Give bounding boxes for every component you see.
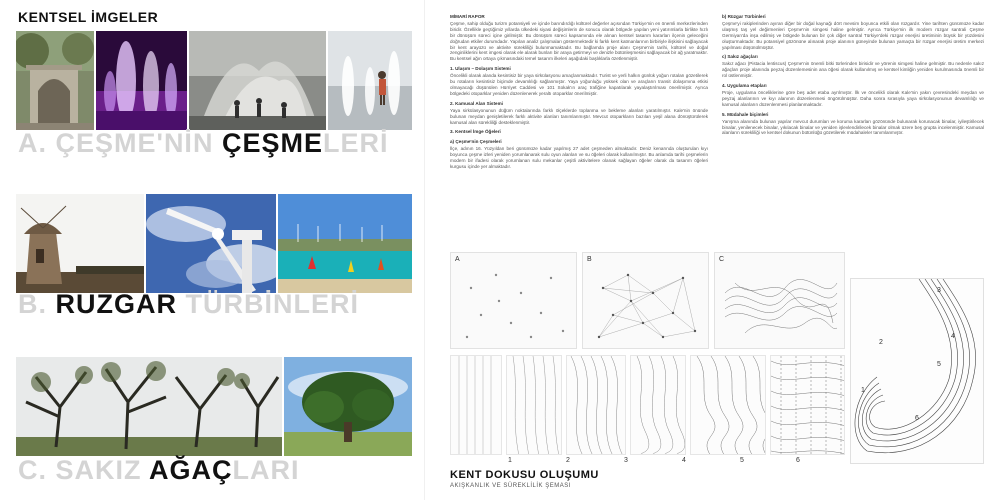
- report-intro: Çeşme, sahip olduğu turizm potansiyeli ve içinde barındırdığı kültürel değerler açısından Türkiye'nin en önemli merkezlerinden biridir. Özellikle geçtiğimiz yıllarda ülkedeki siyasi değişimlerin de sonucu olarak bölgede yapılan yeni yatırımlarla birlikte hızlı bir dönüşüm süreci içine girilmiştir. Bu dönüşüm süreci kapsamında ele alınan kentsel tasarım kararları ilçenin geleceğini doğrudan etkiler durumdadır. Yapılan analiz çalışmaları göstermektedir ki farklı kent katmanlarının birbiriyle ilişkisini sağlayacak bir kent arayüzü ve aktivite sürekliliği bulunmamaktadır. Bu bağlamda proje alanı Çeşme'nin tarihi, kültürel ve doğal zenginliklerini kent imgesi olarak ele alarak bunları bir araya getirmeyi ve denizle bütünleşmesini sağlayacak bir ağ yaratmaktır. Bu kentsel ağın ortaya çıkmasındaki temel tasarım ilkeleri aşağıdaki başlıklarla özetlenmiştir.: [450, 20, 708, 62]
- report-paragraph: Öncelikli olarak alanda kesintisiz bir yaya sirkülasyonu amaçlanmaktadır. Turist ve yerli halkın günlük yoğun rotaları gözetilerek bu rotaların kesintisiz biçimde devamlılığı sağlanmıştır. Yaya yoğunluğu yüksek olan ve araçların transit dolaşımına etkisi olmayacağı düşünülen Hürriyet Caddesi ve 101 Sokak'ın araç trafiğine kapatılarak yayalaştırılması önerilmiştir. Ayrıca bölgedeki otoparklar yeniden düzenlenerek yeraltı otoparklar önerilmiştir.: [450, 73, 708, 96]
- photo-strip-ruzgar: [16, 194, 412, 293]
- report-section-title: 5. Müdahale biçimleri: [722, 111, 769, 117]
- report-column-left: [450, 14, 708, 244]
- photo-fountain-jets-children: [189, 31, 326, 130]
- photo-windsurf-beach-turbines: [278, 194, 412, 293]
- report-column-right: [722, 14, 984, 244]
- strip-diagram-4: [630, 355, 686, 455]
- strip-number: 6: [796, 457, 800, 464]
- strip-diagram-2: [506, 355, 562, 455]
- photo-wind-turbine-blade: [146, 194, 276, 293]
- diagram-a-points: A: [450, 252, 577, 349]
- photo-lit-fountain-night: [96, 31, 188, 130]
- flow-number: 1: [861, 387, 865, 394]
- report-paragraph: Yaya sirkülasyonunun düğüm noktalarında farklı ölçeklerde toplanma ve bekleme alanları yaratılmıştır. Kale'nin önünde bulunan meydan genişletilerek farklı aktivite alanları tanımlanmıştır. Mevcut otoparkların bazıları yeşil alana dönüştürülerek kamusal alan sürekliliği desteklenmiştir.: [450, 107, 708, 125]
- report-section-title: 4. Uygulama etapları: [722, 83, 767, 89]
- strip-number: 2: [566, 457, 570, 464]
- flow-number: 4: [951, 333, 955, 340]
- flow-number: 3: [937, 287, 941, 294]
- page-fold: [424, 0, 425, 500]
- strip-number: 5: [740, 457, 744, 464]
- flow-number: 5: [937, 361, 941, 368]
- photo-strip-sakiz: [16, 357, 412, 456]
- strip-diagrams: [450, 355, 845, 455]
- strip-number: 4: [682, 457, 686, 464]
- diagram-b-network: B: [582, 252, 709, 349]
- report-paragraph: Çeşme'yi rakiplerinden ayıran diğer bir doğal kaynağı dört mevsim boyunca etkili olan rüzgardır. Yine tarihten günümüze kadar ulaşmış taş yel değirmenleri Çeşme'nin simgesi haline gelmiştir. Ayrıca Türkiye'nin ilk modern rüzgar santrali Çeşme Germiyan'da inşa edilmiş ve bölgede bulunan bir çok diğer santral Türkiye'deki rüzgar enerjisi üretiminin büyük bir yüzdesini oluşturmaktadır. Bu potansiyel gözönüne alınarak proje alanının güneyinde bulunan yamaçta bir rüzgar enerjisi üretim merkezi yapılması düşünülmüştür.: [722, 20, 984, 50]
- report-subsection-title: c) Sakız ağaçları: [722, 54, 758, 60]
- diagram-c-flow: C: [714, 252, 845, 349]
- page-title: KENTSEL İMGELER: [18, 9, 159, 25]
- section-heading-ruzgar: B. RUZGAR TÜRBİNLERİ: [18, 289, 360, 319]
- bottom-subtitle: AKIŞKANLIK VE SÜREKLİLİK ŞEMASI: [450, 483, 571, 489]
- photo-mastic-trees-bare: [16, 357, 282, 456]
- report-subsection-title: a) Çeşme'nin Çeşmeleri: [450, 139, 502, 145]
- section-heading-sakiz: C. SAKIZ AĞAÇLARI: [18, 455, 300, 485]
- strip-diagram-5: [690, 355, 766, 455]
- photo-strip-cesmeler: [16, 31, 412, 130]
- photo-child-fountain-jets: [328, 31, 412, 130]
- report-paragraph: Yarışma alanında bulunan yapılar mevcut durumları ve koruma kararları gözönünde bulunarak korunacak binalar, iyileştirilecek binalar, yenilenecek binalar, yıkılacak binalar ve yeniden işlevlendirilecek binalar olmak üzere beş grupta incelenmiştir. Kamusal alanların sürekliliği ve kentsel dokunun bütünlüğü gözetilerek müdahaleler tanımlanmıştır.: [722, 118, 984, 136]
- report-paragraph: Sakız ağacı (Pistacia lentiscus) Çeşme'nin önemli bitki türlerinden birisidir ve yörenin simgesi haline gelmiştir. Bu nedenle sakız ağaçları proje alanında peyzaj düzenlemesinin ana öğesi olarak kullanılmış ve kentsel kimliğin yeniden kurulmasında önemli bir rol üstlenmiştir.: [722, 61, 984, 79]
- strip-number: 1: [508, 457, 512, 464]
- report-title: MİMARİ RAPOR: [450, 14, 485, 19]
- strip-diagram-6: [770, 355, 845, 455]
- report-section-title: 3. Kentsel İmge Öğeleri: [450, 129, 501, 135]
- report-paragraph: Proje, uygulama önceliklerine göre beş adet etaba ayrılmıştır. İlk ve öncelikli olarak Kale'nin yakın çevresindeki meydan ve peyzaj alanlarının ve kıyı alanının düzenlenmesi öngörülmüştür. Daha sonra sırasıyla yaya sirkülasyonunun devamlılığı ve kamusal alanların düzenlenmesi planlanmaktadır.: [722, 89, 984, 107]
- photo-mastic-tree-green: [284, 357, 412, 456]
- photo-stone-windmill: [16, 194, 144, 293]
- strip-number: 3: [624, 457, 628, 464]
- photo-ottoman-fountain: [16, 31, 94, 130]
- strip-diagram-1: [450, 355, 502, 455]
- bottom-title: KENT DOKUSU OLUŞUMU: [450, 469, 599, 481]
- report-subsection-title: b) Rüzgar Türbinleri: [722, 14, 766, 19]
- flow-number: 6: [915, 415, 919, 422]
- report-section-title: 2. Kamusal Alan Sistemi: [450, 100, 503, 106]
- flow-diagram-large: [850, 278, 984, 464]
- strip-diagram-3: [566, 355, 626, 455]
- section-heading-cesmeler: A. ÇEŞME'NİN ÇEŞMELERİ: [18, 128, 389, 158]
- report-paragraph: İlçe, adının 16. Yüzyıldan beri günümüze kadar yapılmış 27 adet çeşmeden almaktadır. Deniz kenarında oluşturulan kıyı boyunca çeşme izleri yeniden yorumlanarak sulu oyun alanları ve su öğeleri olarak kullanılmıştır. Bu anlamda tarihi çeşmelerin modern bir ifadesi olarak yorumlanan sulu mekanlar çeşitli aktivitelere olanak sağlayan öğeler olarak da tasarım öğeleri kurgusu içinde yer almaktadır.: [450, 146, 708, 169]
- flow-number: 2: [879, 339, 883, 346]
- report-section-title: 1. Ulaşım – Dolaşım Sistemi: [450, 66, 511, 72]
